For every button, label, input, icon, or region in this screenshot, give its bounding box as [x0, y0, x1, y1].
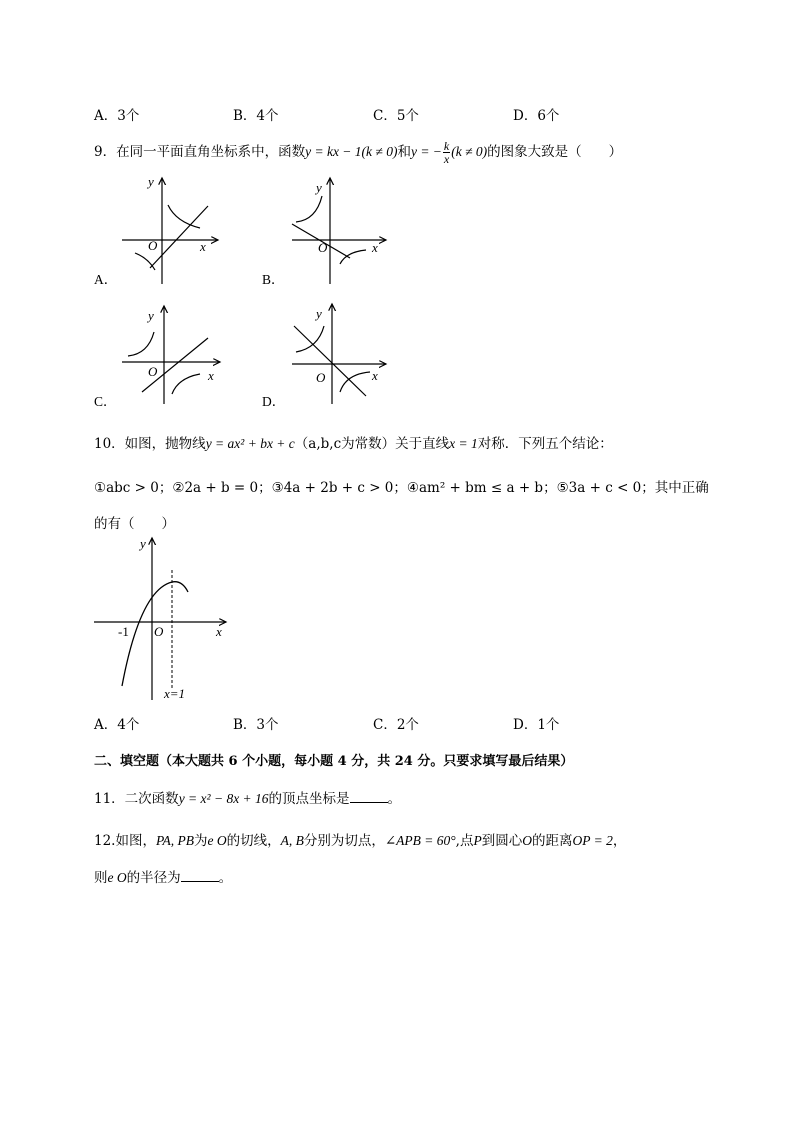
q12-line2-end: 。: [218, 870, 233, 886]
q8-option-c: C．5个: [373, 108, 419, 124]
q9-label-d: D．: [262, 394, 286, 409]
q12-p: P: [473, 833, 482, 848]
q9d-x-label: x: [372, 368, 378, 383]
q9-prefix: 9．在同一平面直角坐标系中，函数: [94, 144, 306, 160]
q10-prefix: 10．如图，抛物线: [94, 436, 206, 452]
q12-line2-suffix: 的半径为: [126, 870, 181, 886]
q12-mid3: ,点: [455, 833, 474, 849]
q12-line2: [94, 866, 232, 886]
q10-line1: [94, 432, 613, 452]
q10-option-d: D．1个: [513, 717, 560, 733]
q9-frac-num: k: [443, 139, 450, 153]
q9-graph-c: [122, 306, 220, 404]
q10-x-label: x: [216, 624, 222, 639]
q10-formula: y = ax² + bx + c: [205, 436, 295, 451]
q9c-origin: O: [148, 364, 158, 379]
q10-neg-one: -1: [118, 624, 129, 639]
q9a-origin: O: [148, 238, 158, 253]
q9-label-c: C．: [94, 394, 117, 409]
q8-option-d: D．6个: [513, 108, 560, 124]
q9-graph-b: [292, 178, 386, 284]
q12-mid2: 分别为切点，: [303, 833, 385, 849]
q10-suffix: 对称．下列五个结论：: [477, 436, 613, 452]
q10-line2: ①abc > 0；②2a + b = 0；③4a + 2b + c > 0；④am² + bm ≤ a + b；⑤3a + c < 0；其中正确: [94, 480, 709, 496]
q9-label-a: A．: [94, 272, 118, 287]
q11-prefix: 11．二次函数: [94, 791, 179, 807]
q10-line3: 的有（ ）: [94, 516, 175, 532]
q12-pa-pb: PA, PB: [155, 833, 194, 848]
q10-option-a: A．4个: [94, 717, 140, 733]
section2-heading: 二、填空题（本大题共 6 个小题，每小题 4 分，共 24 分。只要求填写最后结果）: [94, 754, 574, 769]
q12-op: OP = 2: [572, 833, 613, 848]
q9-mid: 和: [397, 144, 411, 160]
q12-line1: [94, 829, 626, 849]
q10-graph: [88, 530, 238, 705]
q12-circle: e O: [207, 833, 227, 848]
q11-line: [94, 787, 401, 807]
q9-frac-den: x: [443, 152, 450, 166]
q12-ab: A, B: [280, 833, 304, 848]
q11-formula: y = x² − 8x + 16: [178, 791, 269, 806]
q11-suffix: 的顶点坐标是: [268, 791, 350, 807]
q12-angle: ∠APB = 60°: [384, 833, 456, 848]
q12-mid1: 的切线，: [226, 833, 281, 849]
q9d-origin: O: [316, 370, 326, 385]
q9-func2-lhs: y = −: [410, 144, 442, 159]
q12-line2-prefix: 则: [94, 870, 108, 886]
q12-is: 为: [193, 833, 208, 849]
q9-cond1: (k ≠ 0): [361, 144, 398, 159]
q10-y-label: y: [140, 536, 146, 551]
q12-line2-circle: e O: [107, 870, 127, 885]
q9-graphs: [0, 0, 794, 420]
q12-mid4: 到圆心: [481, 833, 523, 849]
q8-option-b: B．4个: [233, 108, 279, 124]
q12-end1: ，: [612, 833, 627, 849]
q10-sym-label: x=1: [164, 686, 186, 701]
q9-func1: y = kx − 1: [305, 144, 362, 159]
q9-graph-a: [122, 174, 218, 284]
q9-graph-d: [292, 304, 386, 404]
q9d-y-label: y: [316, 306, 322, 321]
q9c-y-label: y: [148, 308, 154, 323]
q12-o: O: [522, 833, 532, 848]
q12-mid5: 的距离: [531, 833, 573, 849]
q9a-y-label: y: [148, 174, 154, 189]
q9b-y-label: y: [316, 180, 322, 195]
q10-sym-line: x = 1: [449, 436, 478, 451]
q10-origin: O: [154, 624, 164, 639]
q9a-x-label: x: [200, 239, 206, 254]
q8-option-a: A．3个: [94, 108, 140, 124]
q11-end: 。: [387, 791, 402, 807]
q9b-origin: O: [318, 240, 328, 255]
q12-answer-blank[interactable]: [181, 869, 219, 882]
q9-label-b: B．: [262, 272, 285, 287]
q10-option-c: C．2个: [373, 717, 419, 733]
q11-answer-blank[interactable]: [350, 790, 388, 803]
q10-option-b: B．3个: [233, 717, 279, 733]
q12-prefix: 12.如图，: [94, 833, 156, 849]
q9c-x-label: x: [208, 368, 214, 383]
q10-mid: （a,b,c为常数）关于直线: [294, 436, 450, 452]
q9-suffix: 的图象大致是（ ）: [487, 144, 623, 160]
q9b-x-label: x: [372, 240, 378, 255]
q9-cond2: (k ≠ 0): [451, 144, 488, 159]
